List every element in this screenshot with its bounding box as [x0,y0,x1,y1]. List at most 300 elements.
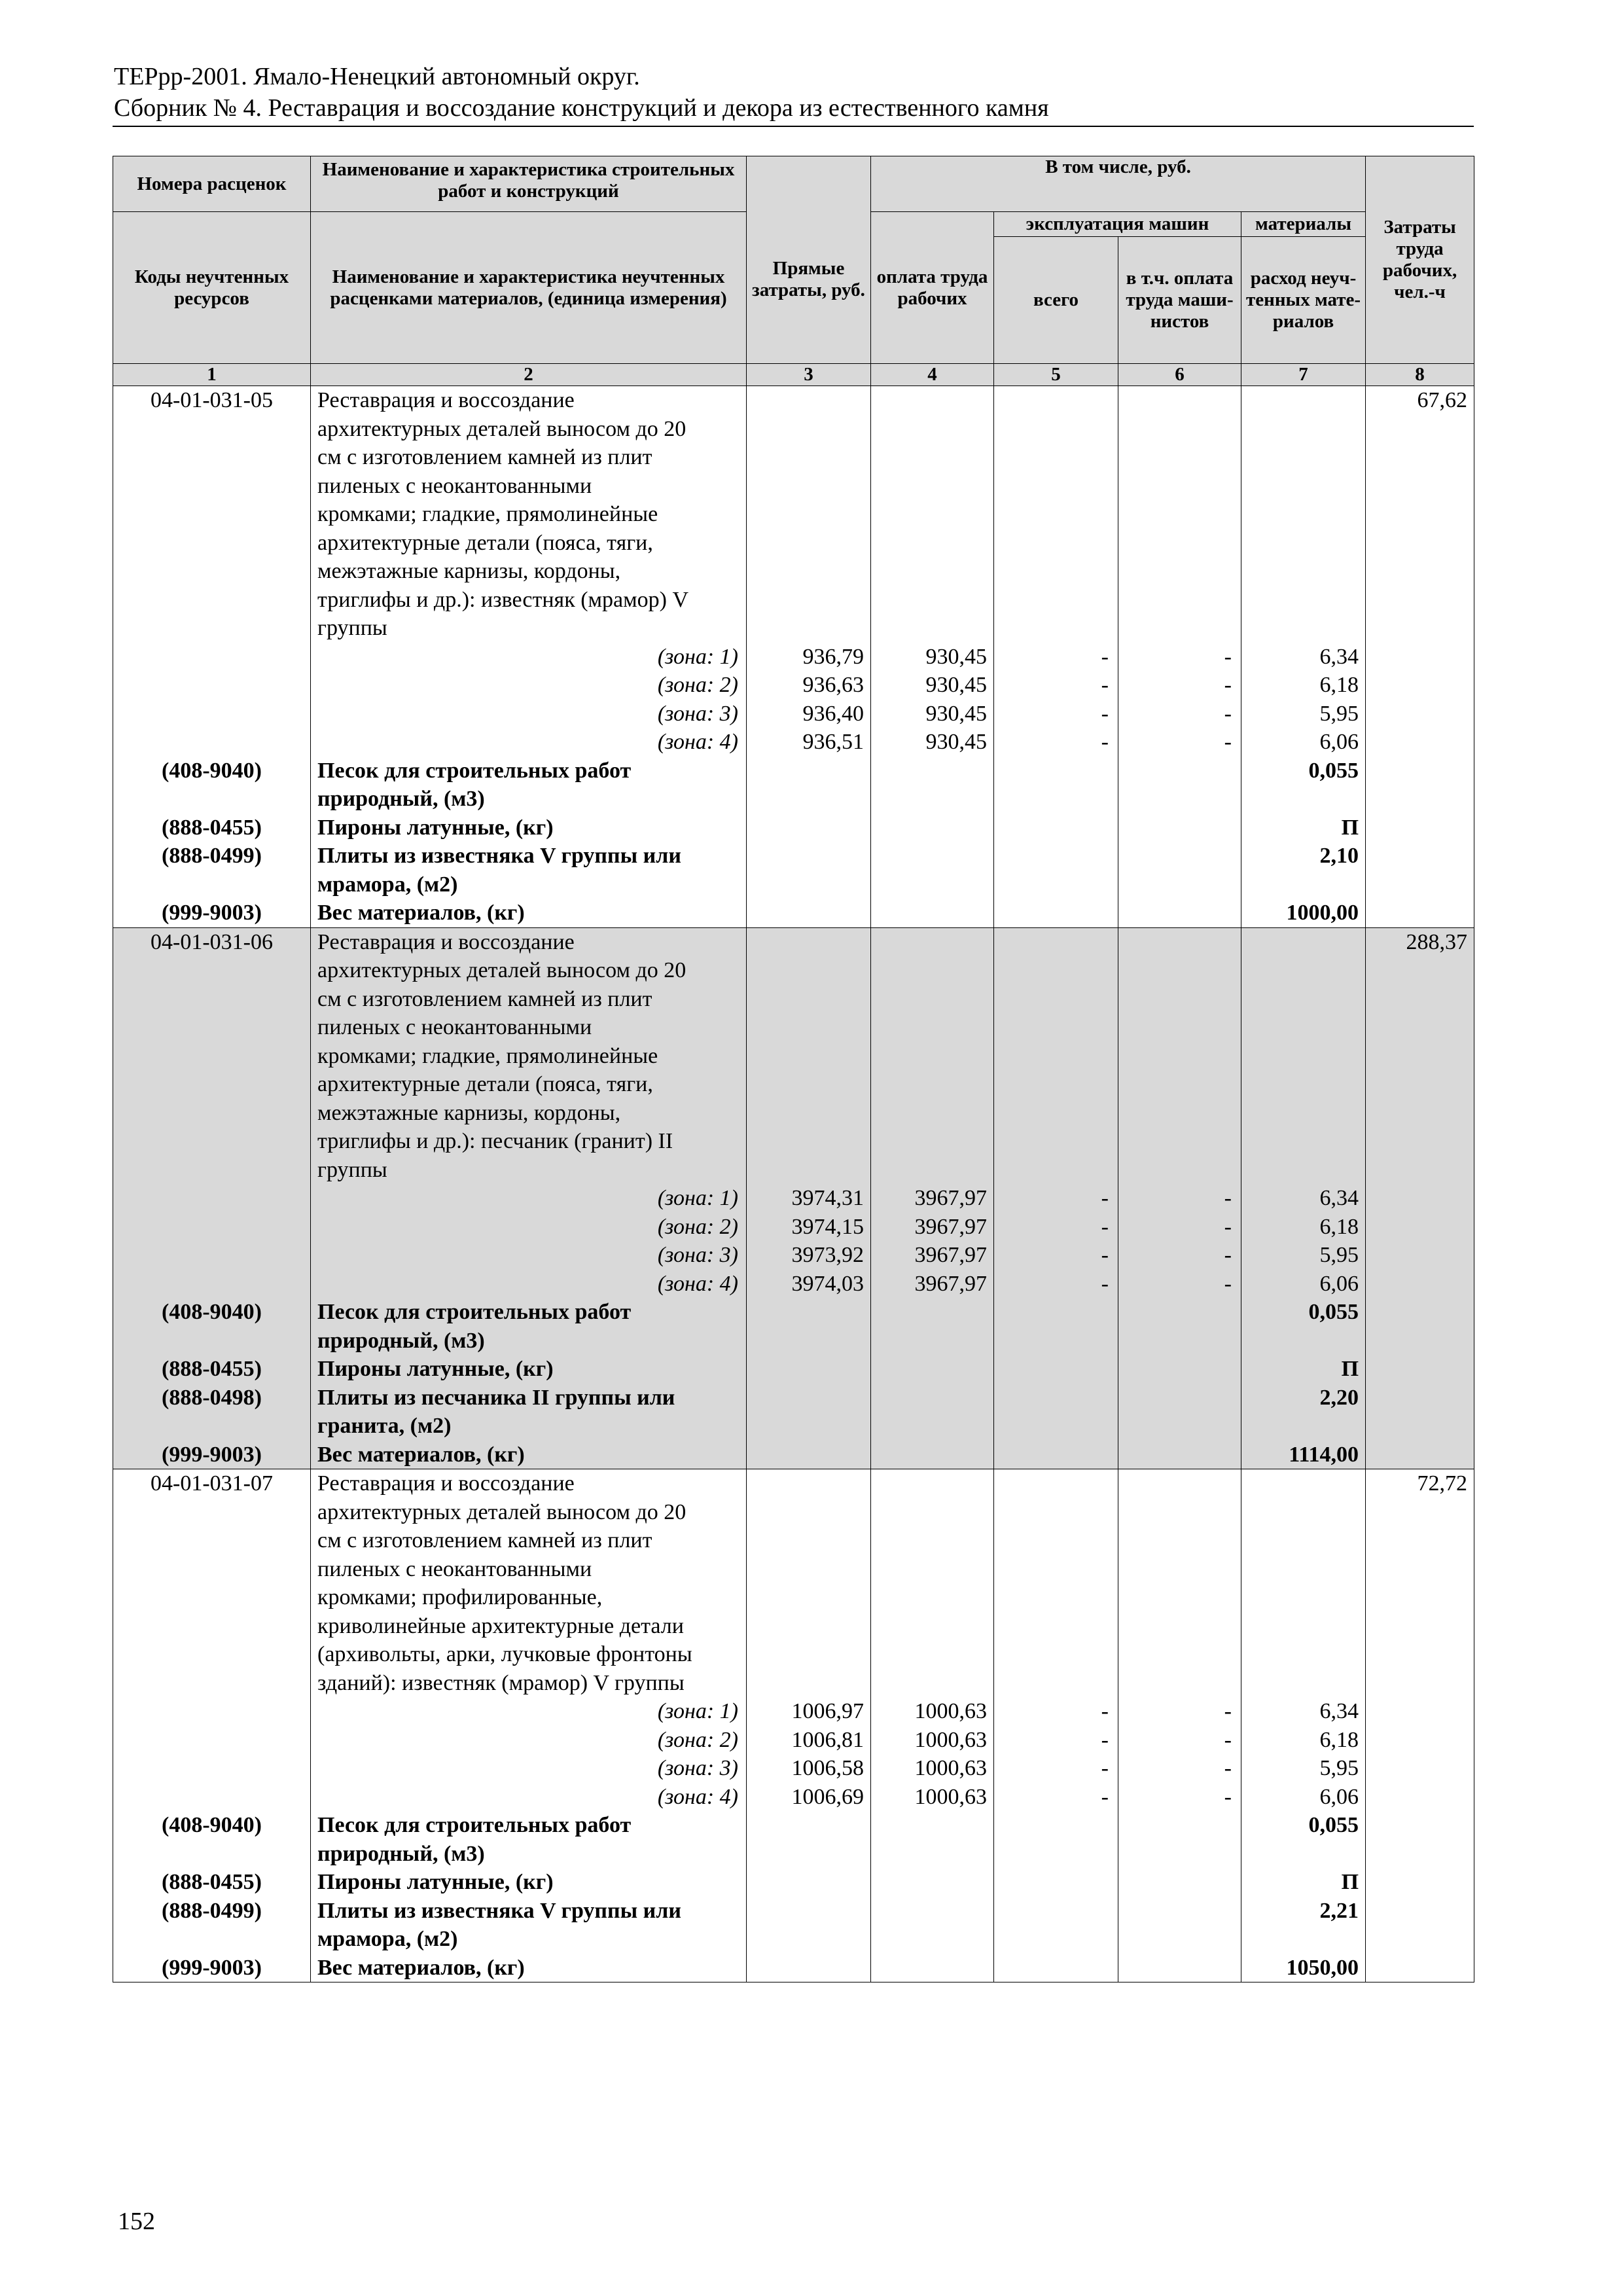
spacer [1241,415,1365,444]
spacer [747,1954,870,1982]
machines-total-value: - [1101,673,1109,697]
spacer [1366,1868,1474,1897]
spacer [1241,386,1365,415]
machinists-wage-value: - [1224,1243,1232,1267]
direct-cost-value: 1006,69 [791,1784,864,1809]
spacer [1366,1498,1474,1527]
direct-cost-value: 936,63 [802,673,864,697]
resource-name-line: мрамора, (м2) [317,1927,458,1951]
spacer [871,1840,993,1869]
table-header [113,156,1474,386]
spacer [1366,870,1474,899]
document-title: ТЕРрр-2001. Ямало-Ненецкий автономный округ. [114,63,640,90]
spacer [1118,1954,1241,1982]
spacer [1118,785,1241,814]
spacer [1241,443,1365,472]
spacer [747,1070,870,1099]
spacer [1366,1412,1474,1441]
spacer [747,956,870,985]
spacer [994,1925,1118,1954]
work-description-line: пиленых с неокантованными [317,1556,592,1581]
spacer [113,870,310,899]
spacer [747,1811,870,1840]
resource-code: (408-9040) [162,1813,262,1837]
resource-name-line: Плиты из песчаника II группы или [317,1385,675,1410]
spacer [1366,842,1474,870]
col-direct-costs-header: Прямые затраты, руб. [747,156,871,364]
spacer [1118,1526,1241,1555]
col-machines-total-header: всего [994,237,1118,364]
spacer [747,1669,870,1698]
spacer [747,1412,870,1441]
col-machines-header: эксплуатация машин [994,212,1241,237]
spacer [871,443,993,472]
spacer [747,1925,870,1954]
column-number: 8 [1366,364,1474,386]
spacer [1241,529,1365,558]
spacer [1366,1013,1474,1042]
zone-label: (зона: 2) [657,1214,738,1239]
spacer [871,472,993,501]
wage-value: 3967,97 [914,1271,987,1296]
work-description-line: архитектурных деталей выносом до 20 [317,958,687,982]
spacer [747,1897,870,1926]
spacer [994,985,1118,1014]
spacer [1366,1754,1474,1783]
spacer [1366,1099,1474,1128]
spacer [1241,1669,1365,1698]
spacer [747,1384,870,1412]
spacer [1366,1583,1474,1612]
spacer [113,1270,310,1299]
wage-value: 930,45 [925,644,987,669]
spacer [871,1013,993,1042]
resource-name-line: Пироны латунные, (кг) [317,1870,554,1894]
spacer [1366,614,1474,643]
spacer [994,1640,1118,1669]
resource-name-line: гранита, (м2) [317,1414,452,1438]
materials-value: 6,18 [1319,1214,1359,1239]
spacer [871,870,993,899]
spacer [113,586,310,615]
spacer [994,928,1118,957]
column-number: 5 [994,364,1118,386]
work-description-line: Реставрация и воссоздание [317,929,575,954]
description-cell [311,927,747,1469]
spacer [113,1612,310,1641]
machinists-wage-value: - [1224,1186,1232,1210]
spacer [1118,1298,1241,1327]
spacer [1241,1099,1365,1128]
spacer [994,1156,1118,1185]
spacer [1118,1412,1241,1441]
resource-quantity: 2,20 [1319,1385,1359,1410]
spacer [871,1298,993,1327]
spacer [871,1441,993,1469]
spacer [1366,557,1474,586]
spacer [747,870,870,899]
spacer [871,842,993,870]
zone-label: (зона: 4) [657,1271,738,1296]
spacer [1118,1555,1241,1584]
materials-value: 6,34 [1319,1186,1359,1210]
spacer [1366,1355,1474,1384]
spacer [747,1498,870,1527]
spacer [113,1697,310,1726]
spacer [113,500,310,529]
resource-name-line: Вес материалов, (кг) [317,901,525,925]
spacer [113,1640,310,1669]
spacer [994,557,1118,586]
spacer [747,557,870,586]
spacer [1366,757,1474,785]
materials-cell [1241,386,1366,928]
spacer [113,443,310,472]
work-description-line: межэтажные карнизы, кордоны, [317,559,621,583]
spacer [747,443,870,472]
spacer [871,1868,993,1897]
rate-code-cell [113,1469,311,1982]
resource-code: (999-9003) [162,1955,262,1980]
spacer [747,1555,870,1584]
direct-cost-value: 1006,97 [791,1699,864,1723]
rate-block [113,1469,1474,1982]
spacer [747,985,870,1014]
spacer [1366,415,1474,444]
spacer [994,586,1118,615]
spacer [113,1042,310,1071]
rate-code: 04-01-031-05 [151,388,273,412]
spacer [1241,557,1365,586]
wage-value: 1000,63 [914,1727,987,1752]
resource-quantity: П [1341,1870,1359,1894]
spacer [1118,1127,1241,1156]
wage-value: 1000,63 [914,1699,987,1723]
spacer [1241,586,1365,615]
spacer [1241,1070,1365,1099]
spacer [994,1327,1118,1355]
spacer [1241,1042,1365,1071]
zone-label: (зона: 3) [657,1756,738,1780]
direct-cost-value: 3973,92 [791,1243,864,1267]
machinists-wage-value: - [1224,1756,1232,1780]
spacer [1366,1612,1474,1641]
spacer [1241,928,1365,957]
spacer [1366,1127,1474,1156]
work-description-line: триглифы и др.): известняк (мрамор) V [317,587,689,612]
materials-value: 6,34 [1319,1699,1359,1723]
direct-costs-cell [747,1469,871,1982]
work-description-line: кромками; профилированные, [317,1585,603,1609]
zone-label: (зона: 3) [657,1243,738,1267]
spacer [113,643,310,672]
spacer [994,1042,1118,1071]
col-materials-header: материалы [1241,212,1366,237]
spacer [747,1640,870,1669]
spacer [1118,443,1241,472]
spacer [1366,785,1474,814]
spacer [747,1355,870,1384]
spacer [871,956,993,985]
machinists-wage-value: - [1224,1727,1232,1752]
spacer [1366,443,1474,472]
spacer [1118,1441,1241,1469]
spacer [871,757,993,785]
spacer [747,614,870,643]
spacer [1241,1583,1365,1612]
resource-quantity: 2,21 [1319,1898,1359,1923]
spacer [994,1498,1118,1527]
spacer [113,1555,310,1584]
spacer [113,785,310,814]
machinists-wage-value: - [1224,701,1232,726]
resource-quantity: 1114,00 [1289,1442,1359,1467]
resource-name-line: Вес материалов, (кг) [317,1442,525,1467]
materials-value: 6,06 [1319,730,1359,754]
spacer [1118,1156,1241,1185]
spacer [994,614,1118,643]
description-cell [311,1469,747,1982]
machinists-wage-value: - [1224,1214,1232,1239]
spacer [871,928,993,957]
spacer [113,1127,310,1156]
work-description-line: зданий): известняк (мрамор) V группы [317,1670,685,1695]
spacer [994,1469,1118,1498]
spacer [1366,1954,1474,1982]
spacer [871,1498,993,1527]
spacer [994,443,1118,472]
zone-label: (зона: 2) [657,1727,738,1752]
spacer [747,500,870,529]
column-number: 1 [113,364,311,386]
spacer [113,1099,310,1128]
spacer [747,814,870,842]
spacer [1366,1555,1474,1584]
work-description-line: архитектурных деталей выносом до 20 [317,1499,687,1524]
spacer [113,472,310,501]
labor-cost-value: 72,72 [1417,1471,1468,1496]
spacer [1366,899,1474,927]
materials-cell [1241,927,1366,1469]
spacer [1366,1213,1474,1242]
resource-name-line: природный, (м3) [317,1328,485,1353]
spacer [994,386,1118,415]
work-description-line: Реставрация и воссоздание [317,1471,575,1496]
machines-total-value: - [1101,1699,1109,1723]
spacer [747,1099,870,1128]
zone-label: (зона: 2) [657,673,738,697]
materials-value: 5,95 [1319,701,1359,726]
spacer [871,1412,993,1441]
spacer [113,1213,310,1242]
col-including-group-header: В том числе, руб. [871,156,1366,212]
spacer [1366,1156,1474,1185]
spacer [1118,1355,1241,1384]
labor-cell [1366,386,1474,928]
resource-name-line: Пироны латунные, (кг) [317,1357,554,1381]
materials-value: 5,95 [1319,1756,1359,1780]
spacer [1366,956,1474,985]
zone-label: (зона: 4) [657,1784,738,1809]
rate-block [113,386,1474,928]
direct-cost-value: 3974,03 [791,1271,864,1296]
collection-title: Сборник № 4. Реставрация и воссоздание конструкций и декора из естественного камня [114,94,1049,122]
resource-code: (888-0498) [162,1385,262,1410]
spacer [1118,842,1241,870]
work-description-line: пиленых с неокантованными [317,473,592,498]
spacer [1241,500,1365,529]
spacer [1241,1127,1365,1156]
spacer [113,1241,310,1270]
spacer [871,557,993,586]
resource-name-line: природный, (м3) [317,1841,485,1866]
machines-total-value: - [1101,1214,1109,1239]
wage-cell [871,1469,994,1982]
spacer [871,1327,993,1355]
spacer [994,472,1118,501]
spacer [1366,500,1474,529]
spacer [871,586,993,615]
spacer [994,1355,1118,1384]
spacer [1118,757,1241,785]
spacer [1366,1925,1474,1954]
spacer [1366,643,1474,672]
resource-quantity: 0,055 [1308,758,1359,783]
direct-costs-cell [747,927,871,1469]
resource-name-line: Песок для строительных работ [317,758,632,783]
spacer [1241,1498,1365,1527]
spacer [994,500,1118,529]
work-description-line: архитектурные детали (пояса, тяги, [317,1072,653,1096]
spacer [1118,1042,1241,1071]
spacer [871,785,993,814]
spacer [747,472,870,501]
rates-table [113,156,1474,1982]
resource-quantity: 1000,00 [1286,901,1359,925]
spacer [1241,1327,1365,1355]
spacer [871,1156,993,1185]
resource-name-line: Песок для строительных работ [317,1300,632,1324]
spacer [1366,1811,1474,1840]
spacer [1366,1070,1474,1099]
spacer [871,1640,993,1669]
spacer [1241,1156,1365,1185]
spacer [747,1612,870,1641]
resource-code: (888-0455) [162,1870,262,1894]
resource-quantity: П [1341,815,1359,840]
wage-value: 3967,97 [914,1186,987,1210]
spacer [747,1868,870,1897]
spacer [113,1925,310,1954]
spacer [1118,1469,1241,1498]
resource-code: (888-0499) [162,1898,262,1923]
spacer [994,1526,1118,1555]
machines-total-cell [994,1469,1118,1982]
wage-value: 930,45 [925,701,987,726]
spacer [1241,1612,1365,1641]
spacer [113,985,310,1014]
spacer [1241,1840,1365,1869]
spacer [871,1954,993,1982]
spacer [113,1783,310,1812]
spacer [113,1327,310,1355]
col-unaccounted-materials-header: расход неуч- тенных мате- риалов [1241,237,1366,364]
spacer [1118,1612,1241,1641]
direct-cost-value: 936,51 [802,730,864,754]
spacer [747,757,870,785]
spacer [871,1127,993,1156]
materials-value: 6,34 [1319,644,1359,669]
spacer [1366,1783,1474,1812]
col-labor-costs-header: Затраты труда рабочих, чел.-ч [1366,156,1474,364]
direct-cost-value: 936,40 [802,701,864,726]
spacer [1118,1640,1241,1669]
spacer [994,899,1118,927]
spacer [994,1897,1118,1926]
spacer [1118,1099,1241,1128]
spacer [1241,870,1365,899]
column-numbers-row [113,364,1474,386]
column-number: 6 [1118,364,1241,386]
machines-total-value: - [1101,644,1109,669]
labor-cost-value: 67,62 [1417,388,1468,412]
header-rule [113,126,1474,127]
spacer [1366,1042,1474,1071]
materials-value: 6,06 [1319,1271,1359,1296]
work-description-line: архитектурные детали (пояса, тяги, [317,530,653,555]
spacer [1366,1669,1474,1698]
spacer [113,1013,310,1042]
spacer [994,785,1118,814]
spacer [113,614,310,643]
work-description-line: см с изготовлением камней из плит [317,1528,652,1552]
spacer [1366,1184,1474,1213]
work-description-line: Реставрация и воссоздание [317,388,575,412]
machines-total-value: - [1101,1243,1109,1267]
spacer [113,1184,310,1213]
machinists-wage-value: - [1224,673,1232,697]
resource-code: (888-0455) [162,815,262,840]
spacer [1118,472,1241,501]
spacer [994,1612,1118,1641]
machines-total-value: - [1101,730,1109,754]
resource-code: (408-9040) [162,758,262,783]
spacer [1241,1555,1365,1584]
machines-total-value: - [1101,1756,1109,1780]
spacer [871,529,993,558]
spacer [1366,1897,1474,1926]
rate-code: 04-01-031-07 [151,1471,273,1496]
spacer [994,1099,1118,1128]
spacer [1118,386,1241,415]
spacer [871,386,993,415]
spacer [871,1384,993,1412]
spacer [871,614,993,643]
spacer [994,529,1118,558]
spacer [871,1070,993,1099]
col-rate-numbers-header: Номера расценок [113,156,311,212]
spacer [994,1013,1118,1042]
spacer [1241,956,1365,985]
machinists-wage-value: - [1224,644,1232,669]
resource-name-line: природный, (м3) [317,787,485,811]
spacer [1118,614,1241,643]
spacer [871,1897,993,1926]
resource-name-line: Вес материалов, (кг) [317,1955,525,1980]
spacer [1118,1897,1241,1926]
spacer [871,985,993,1014]
spacer [994,1384,1118,1412]
